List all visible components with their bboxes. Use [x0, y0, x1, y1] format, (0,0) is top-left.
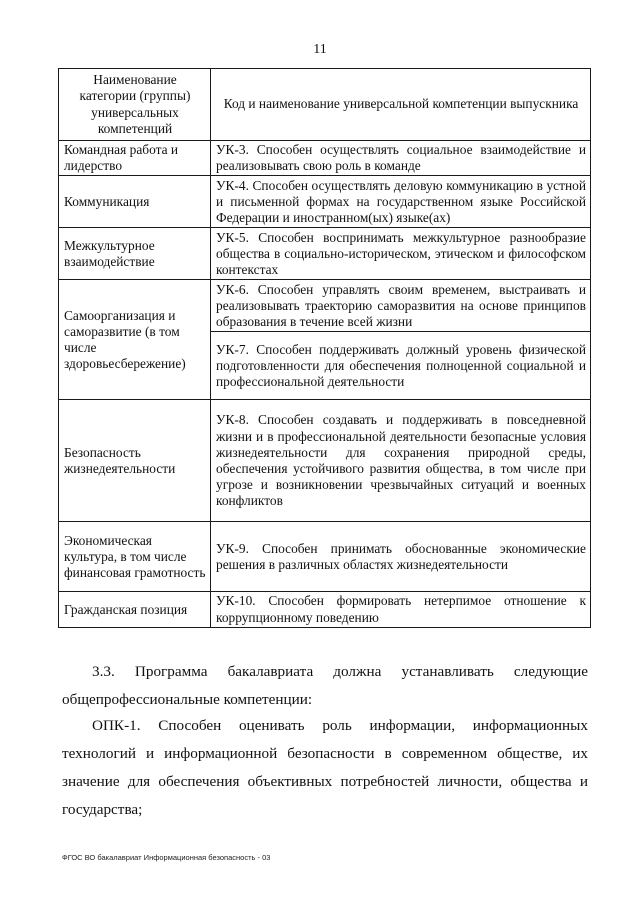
category-cell: Самоорганизация и саморазвитие (в том числе здоровьесбережение) [59, 280, 211, 400]
table-row [59, 228, 591, 280]
category-cell: Межкультурное взаимодействие [59, 228, 211, 280]
paragraph-opk-1: ОПК-1. Способен оценивать роль информации, информационных технологий и информационной безопасности в современном обществе, их значение для обеспечения объективных потребностей личности, общества и государства; [62, 717, 588, 818]
paragraph-3-3: 3.3. Программа бакалавриата должна устанавливать следующие общепрофессиональные компетенции: [62, 663, 588, 708]
table-row [59, 176, 591, 228]
category-cell: Гражданская позиция [59, 592, 211, 627]
category-cell: Коммуникация [59, 176, 211, 228]
category-cell: Безопасность жизнедеятельности [59, 400, 211, 522]
competence-cell: УК-5. Способен воспринимать межкультурное разнообразие общества в социально-историческом, этическом и философском контекстах [211, 228, 591, 280]
table-header-row [59, 69, 591, 141]
competence-cell: УК-3. Способен осуществлять социальное взаимодействие и реализовывать свою роль в команде [211, 141, 591, 176]
footer-note: ФГОС ВО бакалавриат Информационная безопасность - 03 [62, 853, 271, 862]
header-competence: Код и наименование универсальной компетенции выпускника [211, 69, 591, 141]
table-row [59, 400, 591, 522]
page-number: 11 [313, 42, 327, 57]
table-row [59, 522, 591, 592]
competence-cell: УК-4. Способен осуществлять деловую коммуникацию в устной и письменной формах на государственном языке Российской Федерации и иностранном(ых) языке(ах) [211, 176, 591, 228]
category-cell: Экономическая культура, в том числе финансовая грамотность [59, 522, 211, 592]
table-row [59, 141, 591, 176]
competence-cell: УК-6. Способен управлять своим временем, выстраивать и реализовывать траекторию саморазвития на основе принципов образования в течение всей жизни [211, 280, 591, 332]
competence-cell: УК-9. Способен принимать обоснованные экономические решения в различных областях жизнедеятельности [211, 522, 591, 592]
competence-cell: УК-10. Способен формировать нетерпимое отношение к коррупционному поведению [211, 592, 591, 627]
table-row [59, 592, 591, 627]
competence-cell: УК-8. Способен создавать и поддерживать в повседневной жизни и в профессиональной деятельности безопасные условия жизнедеятельности для сохранения природной среды, обеспечения устойчивого развития общества, в том числе при угрозе и возникновении чрезвычайных ситуаций и военных конфликтов [211, 400, 591, 522]
header-category: Наименование категории (группы) универсальных компетенций [59, 69, 211, 141]
table-row [59, 280, 591, 332]
category-cell: Командная работа и лидерство [59, 141, 211, 176]
competence-cell: УК-7. Способен поддерживать должный уровень физической подготовленности для обеспечения полноценной социальной и профессиональной деятельности [211, 332, 591, 400]
competence-table [58, 68, 591, 628]
